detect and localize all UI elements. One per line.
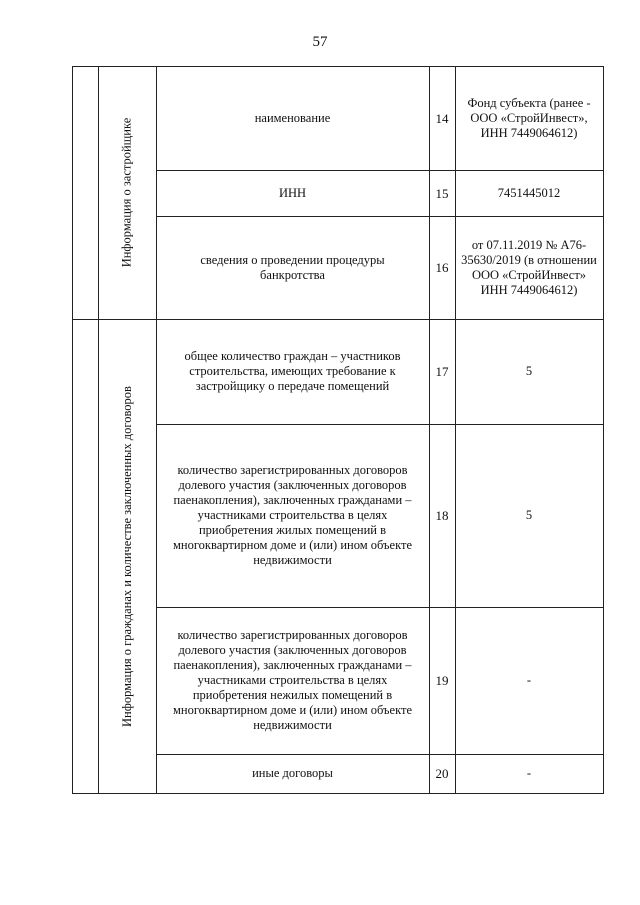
row-number: 17	[435, 364, 449, 379]
row-value: от 07.11.2019 № А76-35630/2019 (в отношении ООО «СтройИнвест» ИНН 7449064612)	[461, 237, 597, 297]
table-border-left	[72, 66, 73, 794]
section-header-developer	[98, 66, 156, 319]
table-border-right	[603, 66, 604, 794]
row-number: 20	[435, 766, 449, 781]
row-value: Фонд субъекта (ранее - ООО «СтройИнвест», ИНН 7449064612)	[467, 95, 591, 140]
row-number: 16	[435, 260, 449, 275]
row-number: 18	[435, 508, 449, 523]
data-table	[72, 66, 604, 794]
row-value: 5	[525, 508, 533, 522]
page-number: 57	[312, 34, 328, 50]
row-description: сведения о проведении процедуры банкротства	[200, 252, 385, 282]
row-value: 5	[525, 364, 533, 378]
row-value: 7451445012	[497, 185, 561, 200]
row-description: иные договоры	[252, 766, 333, 780]
row-value: -	[526, 766, 532, 780]
row-description: ИНН	[278, 185, 307, 200]
row-number: 14	[435, 110, 449, 126]
row-value: -	[526, 673, 532, 687]
row-description: количество зарегистрированных договоров долевого участия (заключенных договоров паенакопления), заключенных гражданами – участниками строительства в целях приобретения жилых помещений в многоквартирном доме и (или) ином объекте недвижимости	[173, 463, 412, 567]
section-header-citizens	[98, 319, 156, 793]
row-description: количество зарегистрированных договоров долевого участия (заключенных договоров паенакопления), заключенных гражданами – участниками строительства в целях приобретения нежилых помещений в многоквартирном доме и (или) ином объекте недвижимости	[173, 628, 412, 732]
row-number: 15	[435, 185, 449, 201]
row-description: наименование	[254, 110, 331, 125]
section-label: Информация о застройщике	[119, 117, 134, 268]
section-label: Информация о гражданах и количестве заключенных договоров	[119, 385, 134, 727]
row-description: общее количество граждан – участников строительства, имеющих требование к застройщику о передаче помещений	[184, 349, 401, 393]
table-border-bottom	[72, 793, 604, 794]
row-number: 19	[435, 673, 449, 688]
